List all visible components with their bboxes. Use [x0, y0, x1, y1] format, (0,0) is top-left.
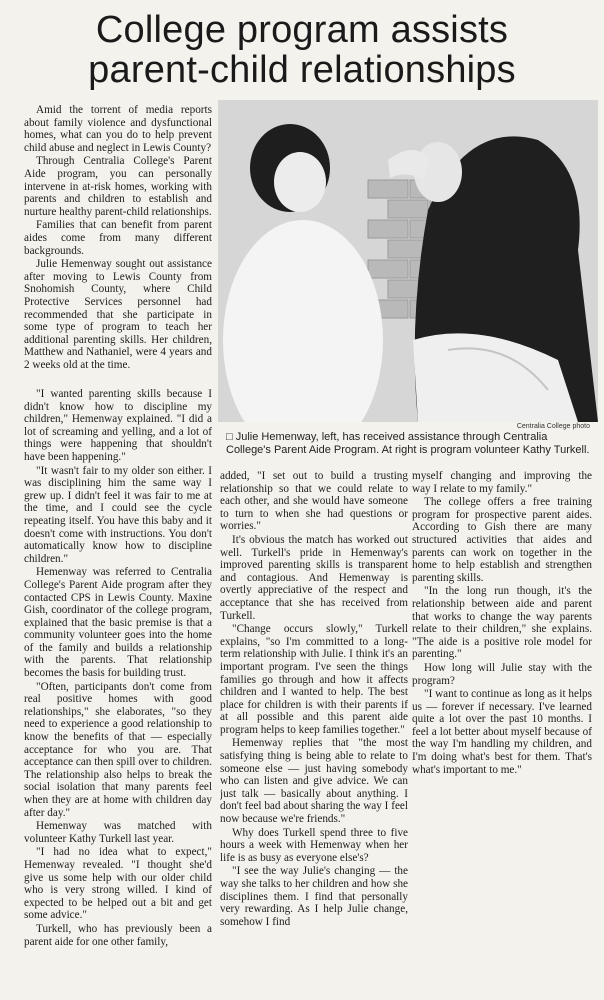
paragraph: "Often, participants don't come from real positive homes with good relationships," she elaborates, "so they need to experience a good relationship to know the benefits of that — especially acceptance for who you are. That acceptance can then spill over to children. The relationship also helps to break the social isolation that many parents feel when they are at home with children day after day.": [24, 680, 212, 819]
paragraph: "Change occurs slowly," Turkell explains, "so I'm committed to a long-term relationship with Julie. I think it's an important program. I've seen the things families go through and how it affects children and I wanted to help. The best place for children is with their parents if at all possible and this parent aide program helps to keep families together.": [220, 623, 408, 736]
paragraph: How long will Julie stay with the program?: [412, 661, 592, 687]
paragraph: "It wasn't fair to my older son either. I was disciplining him the same way I grew up. I didn't feel it was fair to me at the time, and I could see the cycle repeating itself. You have this baby and it doesn't come with instructions. You don't automatically know how to discipline children.": [24, 464, 212, 565]
article-photo: [218, 100, 598, 422]
paragraph: added, "I set out to build a trusting relationship so that we could relate to each other, and she would have someone to turn to when she had questions or worries.": [220, 470, 408, 533]
article-column-1: [24, 388, 212, 996]
paragraph: Julie Hemenway sought out assistance after moving to Lewis County from Snohomish County, where Child Protective Services personnel had recommended that she participate in some type of program to teach her additional parenting skills. Her children, Matthew and Nathaniel, were 4 years and 2 weeks old at the time.: [24, 258, 212, 371]
paragraph: The college offers a free training program for prospective parent aides. According to Gish there are many structured activities that aides and parents can work on together in the home to help establish and strengthen parenting skills.: [412, 496, 592, 584]
paragraph: Through Centralia College's Parent Aide program, you can personally intervene in at-risk homes, working with parents and children to establish and nurture healthy parent-child relationships.: [24, 155, 212, 218]
paragraph: Why does Turkell spend three to five hours a week with Hemenway when her life is as busy as everyone else's?: [220, 826, 408, 864]
photo-caption: □ Julie Hemenway, left, has received assistance through Centralia College's Parent Aide Program. At right is program volunteer Kathy Turkell.: [226, 431, 590, 456]
paragraph: "I wanted parenting skills because I didn't know how to discipline my children," Hemenway explained. "I did a lot of screaming and yelling, and a lot of things were happening that shouldn't have been happening.": [24, 388, 212, 463]
paragraph: "In the long run though, it's the relationship between aide and parent that works to change the way parents relate to their children," she explains. "The aide is a positive role model for parenting.": [412, 585, 592, 661]
paragraph: Families that can benefit from parent aides come from many different backgrounds.: [24, 219, 212, 257]
paragraph: Hemenway was matched with volunteer Kathy Turkell last year.: [24, 820, 212, 845]
headline: [0, 10, 604, 90]
paragraph: Hemenway was referred to Centralia College's Parent Aide program after they contacted CPS in Lewis County. Maxine Gish, coordinator of the college program, explained that the basic premise is that a community volunteer goes into the home of the family and builds a relationship with the parents. That relationship becomes the basis for building trust.: [24, 566, 212, 680]
paragraph: "I want to continue as long as it helps us — forever if necessary. I've learned quite a lot over the past 10 months. I feel a lot better about myself because of the way I'm handling my children, and I'm doing what's best for them. That's what's important to me.": [412, 688, 592, 776]
headline-line-1: College program assists: [95, 9, 509, 51]
paragraph: "I had no idea what to expect," Hemenway revealed. "I thought she'd give us some help with our older child who is very strong willed. I kind of expected to be helped out a bit and get some advice.": [24, 846, 212, 922]
paragraph: Turkell, who has previously been a parent aide for one other family,: [24, 922, 212, 948]
paragraph: "I see the way Julie's changing — the way she talks to her children and how she disciplines them. I find that personally very rewarding. As I help Julie change, somehow I find: [220, 865, 408, 928]
article-column-1-top: [24, 104, 212, 386]
paragraph: It's obvious the match has worked out well. Turkell's pride in Hemenway's improved parenting skills is transparent and contagious. And Hemenway is overtly appreciative of the respect and acceptance that she has received from Turkell.: [220, 533, 408, 622]
photo-image: [218, 100, 598, 422]
paragraph: Hemenway replies that "the most satisfying thing is being able to relate to someone else — just having somebody who can listen and give advice. We can just talk — basically about anything. I don't feel bad about sharing the way I feel now because we're friends.": [220, 737, 408, 826]
paragraph: Amid the torrent of media reports about family violence and dysfunctional homes, what can you do to help prevent child abuse and neglect in Lewis County?: [24, 104, 212, 154]
article-column-2: [220, 470, 408, 996]
headline-line-2: parent-child relationships: [88, 49, 516, 91]
photo-credit: Centralia College photo: [516, 423, 590, 430]
paragraph: myself changing and improving the way I relate to my family.": [412, 470, 592, 495]
article-column-3: [412, 470, 592, 996]
